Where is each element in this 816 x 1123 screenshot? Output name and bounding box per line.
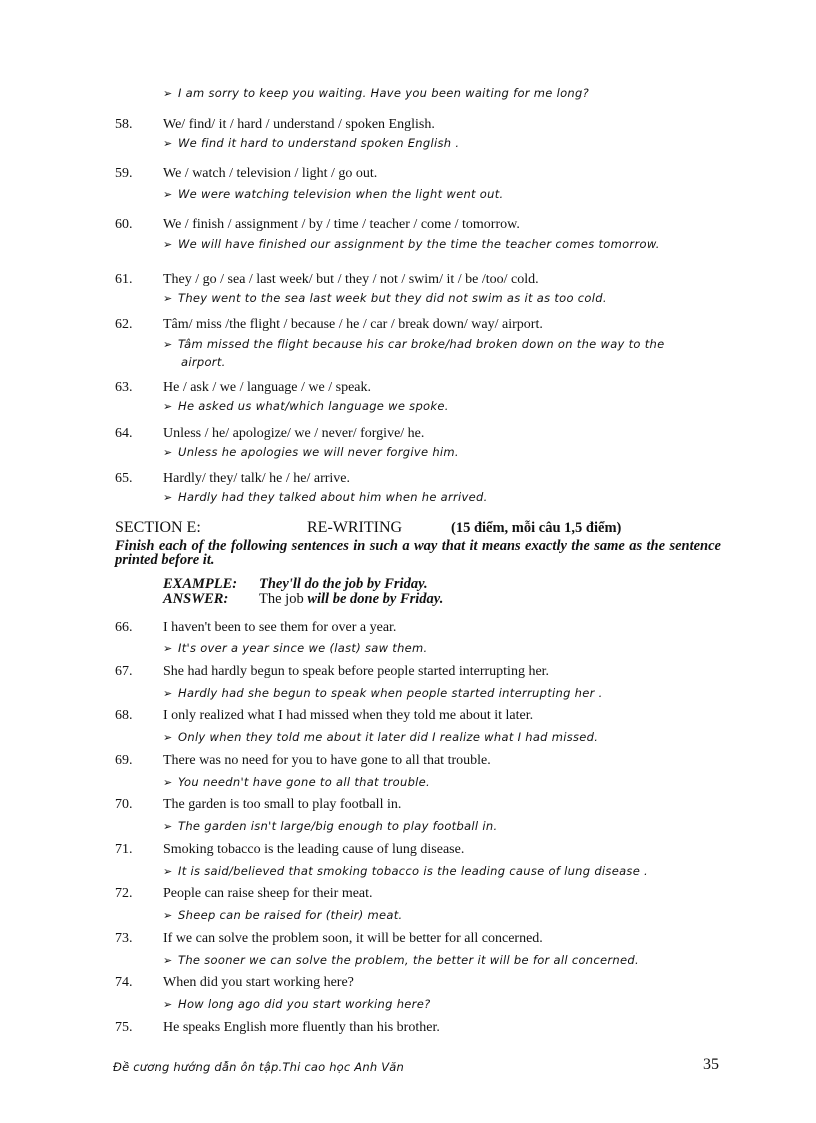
answer-text: ➢ We will have finished our assignment by the time the teacher comes tomorrow. (163, 237, 660, 251)
prompt-text: We / watch / television / light / go out. (163, 166, 378, 181)
arrowhead-icon: ➢ (163, 338, 173, 351)
arrowhead-icon: ➢ (163, 687, 173, 700)
arrowhead-icon: ➢ (163, 87, 173, 100)
prompt-text: Unless / he/ apologize/ we / never/ forgive/ he. (163, 426, 425, 441)
example-line: EXAMPLE: They'll do the job by Friday. (163, 576, 428, 592)
answer-text: ➢ They went to the sea last week but they did not swim as it as too cold. (163, 291, 607, 305)
arrowhead-icon: ➢ (163, 400, 173, 413)
prompt-text: We / finish / assignment / by / time / teacher / come / tomorrow. (163, 217, 520, 232)
prompt-text: When did you start working here? (163, 975, 354, 990)
arrowhead-icon: ➢ (163, 491, 173, 504)
answer-text: ➢ Hardly had she begun to speak when people started interrupting her . (163, 686, 603, 700)
answer-text: ➢ Unless he apologies we will never forgive him. (163, 445, 459, 459)
section-instruction: Finish each of the following sentences in such a way that it means exactly the same as the sentence printed before it. (115, 538, 721, 568)
prompt-text: If we can solve the problem soon, it will be better for all concerned. (163, 931, 543, 946)
answer-57: ➢ I am sorry to keep you waiting. Have you been waiting for me long? (163, 86, 590, 100)
section-title: RE-WRITING (307, 519, 403, 536)
arrowhead-icon: ➢ (163, 776, 173, 789)
section-label: SECTION E: (115, 519, 201, 536)
answer-text-continued: airport. (181, 355, 226, 369)
arrowhead-icon: ➢ (163, 188, 173, 201)
prompt-text: She had hardly begun to speak before people started interrupting her. (163, 664, 550, 679)
prompt-text: I haven't been to see them for over a year. (163, 620, 397, 635)
prompt-text: We/ find/ it / hard / understand / spoken English. (163, 117, 435, 132)
answer-text: ➢ The garden isn't large/big enough to play football in. (163, 819, 498, 833)
answer-text: ➢ The sooner we can solve the problem, the better it will be for all concerned. (163, 953, 639, 967)
document-page: ➢ I am sorry to keep you waiting. Have you been waiting for me long? 58. We/ find/ it / hard / understand / spoken English. ➢ We find it hard to understand spoken English . 59. We / watch / television / light / go out. ➢ We were watching television when the light went out. 60. We / finish / assignment / by / time / teacher / come / tomorrow. ➢ We will have finished our assignment by the time the teacher comes tomorrow. 61. They / go / sea / last week/ but / they / not / swim/ it / be /too/ cold. ➢ They went to the sea last week but they did not swim as it as too cold. 62. Tâm/ miss /the flight / because / he / car / break down/ way/ airport. ➢ Tâm missed the flight because his car broke/had broken down on the way to the airport. 63. He / ask / we / language / we / speak. ➢ He asked us what/which language we spoke. 64. Unless / he/ apologize/ we / never/ forgive/ he. ➢ Unless he apologies we will never forgive him. 65. Hardly/ they/ talk/ he / he/ arrive. ➢ Hardly had they talked about him when he arrived. SECTION E: RE-WRITING (15 điểm, mỗi câu 1,5 điểm) Finish each of the following sentences in such a way that it means exactly the same as the sentence printed before it. EXAMPLE: They'll do the job by Friday. ANSWER: The job will be done by Friday. 66. I haven't been to see them for over a year. ➢ It's over a year since we (last) saw them. 67. She had hardly begun to speak before people started interrupting her. ➢ Hardly had she begun to speak when people started interrupting her . 68. I only realized what I had missed when they told me about it later. ➢ Only when they told me about it later did I realize what I had missed. 69. There was no need for you to have gone to all that trouble. ➢ You needn't have gone to all that trouble. 70. The garden is too small to play football in. ➢ The garden isn't large/big enough to play football in. 71. Smoking tobacco is the leading cause of lung disease. ➢ It is said/believed that smoking tobacco is the leading cause of lung disease . 72. People can raise sheep for their meat. ➢ Sheep can be raised for (their) meat. 73. If we can solve the problem soon, it will be better for all concerned. ➢ The sooner we can solve the problem, the better it will be for all concerned. 74. When did you start working here? ➢ How long ago did you start working here? 75. He speaks English more fluently than his brother. Đề cương hướng dẫn ôn tập.Thi cao học Anh Văn 35 (113, 86, 721, 1074)
arrowhead-icon: ➢ (163, 820, 173, 833)
prompt-text: Hardly/ they/ talk/ he / he/ arrive. (163, 471, 350, 486)
prompt-text: The garden is too small to play football in. (163, 797, 402, 812)
answer-text: ➢ We were watching television when the light went out. (163, 187, 504, 201)
prompt-text: He / ask / we / language / we / speak. (163, 380, 371, 395)
answer-text: ➢ We find it hard to understand spoken English . (163, 136, 460, 150)
arrowhead-icon: ➢ (163, 909, 173, 922)
prompt-text: I only realized what I had missed when they told me about it later. (163, 708, 534, 723)
prompt-text: Tâm/ miss /the flight / because / he / car / break down/ way/ airport. (163, 317, 543, 332)
example-answer-line: ANSWER: The job will be done by Friday. (163, 591, 444, 607)
answer-text: ➢ He asked us what/which language we spoke. (163, 399, 449, 413)
arrowhead-icon: ➢ (163, 865, 173, 878)
arrowhead-icon: ➢ (163, 954, 173, 967)
prompt-text: They / go / sea / last week/ but / they / not / swim/ it / be /too/ cold. (163, 272, 539, 287)
arrowhead-icon: ➢ (163, 238, 173, 251)
prompt-text: Smoking tobacco is the leading cause of lung disease. (163, 842, 465, 857)
answer-text: ➢ Only when they told me about it later did I realize what I had missed. (163, 730, 599, 744)
answer-text: ➢ It's over a year since we (last) saw them. (163, 641, 428, 655)
prompt-text: People can raise sheep for their meat. (163, 886, 373, 901)
section-points: (15 điểm, mỗi câu 1,5 điểm) (451, 520, 622, 536)
arrowhead-icon: ➢ (163, 446, 173, 459)
arrowhead-icon: ➢ (163, 292, 173, 305)
arrowhead-icon: ➢ (163, 642, 173, 655)
answer-text: ➢ It is said/believed that smoking tobacco is the leading cause of lung disease . (163, 864, 649, 878)
page-number: 35 (703, 1056, 719, 1073)
answer-text: ➢ Tâm missed the flight because his car broke/had broken down on the way to the (163, 337, 665, 351)
arrowhead-icon: ➢ (163, 998, 173, 1011)
answer-text: ➢ How long ago did you start working here? (163, 997, 431, 1011)
arrowhead-icon: ➢ (163, 137, 173, 150)
answer-text: ➢ You needn't have gone to all that trouble. (163, 775, 431, 789)
answer-text: ➢ Hardly had they talked about him when he arrived. (163, 490, 488, 504)
answer-text: ➢ Sheep can be raised for (their) meat. (163, 908, 403, 922)
page-footer: Đề cương hướng dẫn ôn tập.Thi cao học Anh Văn (113, 1060, 405, 1074)
arrowhead-icon: ➢ (163, 731, 173, 744)
prompt-text: There was no need for you to have gone to all that trouble. (163, 753, 491, 768)
prompt-text: He speaks English more fluently than his brother. (163, 1020, 440, 1035)
